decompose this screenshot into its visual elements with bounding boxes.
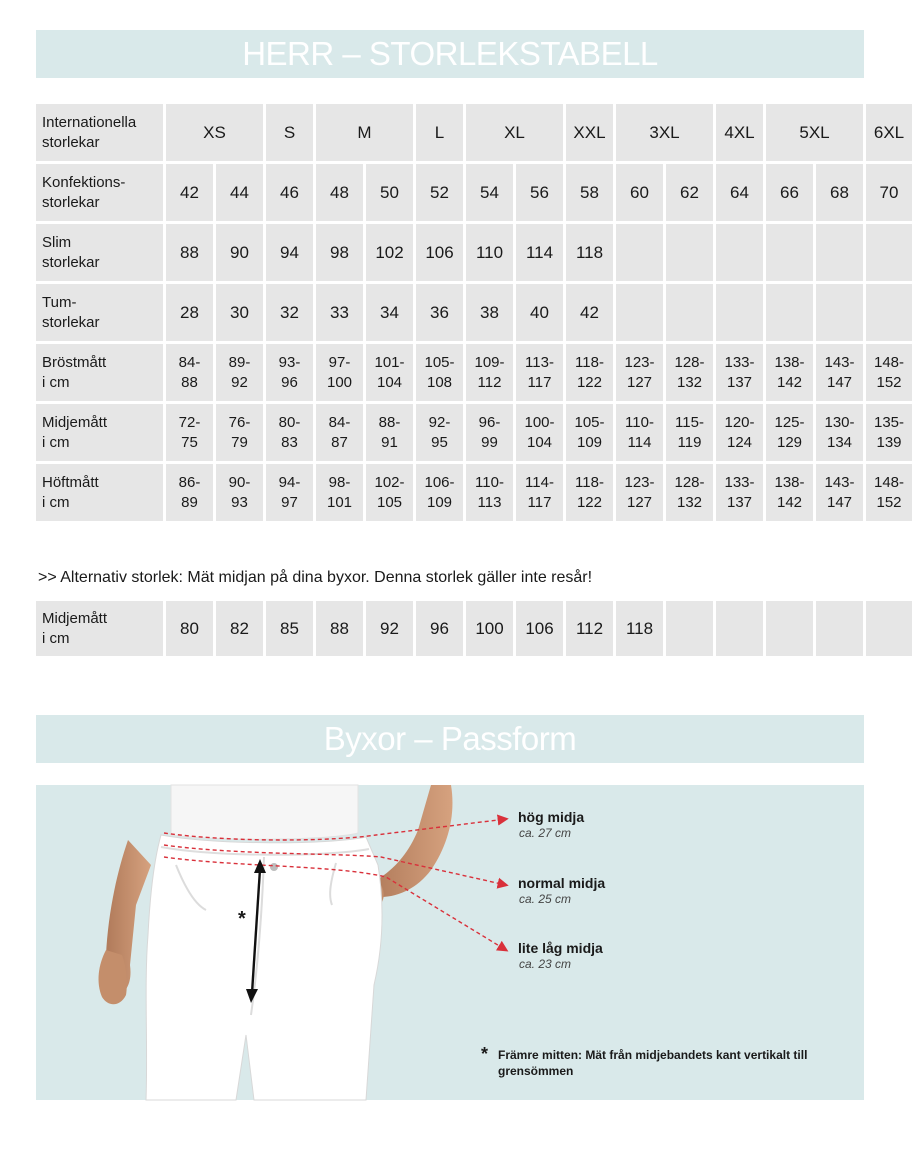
front-rise-note-text: Främre mitten: Mät från midjebandets kant vertikalt till grensömmen xyxy=(498,1048,808,1078)
size-cell xyxy=(716,224,763,281)
waist-cell xyxy=(866,601,912,656)
size-cell: 72- 75 xyxy=(166,404,213,461)
size-cell: 90 xyxy=(216,224,263,281)
row-label: Midjemått i cm xyxy=(36,404,163,461)
waist-cell: 82 xyxy=(216,601,263,656)
size-cell: 93- 96 xyxy=(266,344,313,401)
left-hand xyxy=(99,950,127,1004)
size-cell: 114 xyxy=(516,224,563,281)
row-label: Tum- storlekar xyxy=(36,284,163,341)
normal-waist-measure: ca. 25 cm xyxy=(519,892,572,906)
intl-size-cell: XS xyxy=(166,104,263,161)
size-cell: 120- 124 xyxy=(716,404,763,461)
button xyxy=(270,863,278,871)
waist-cell: 88 xyxy=(316,601,363,656)
size-cell xyxy=(616,284,663,341)
size-cell: 110 xyxy=(466,224,513,281)
fit-illustration-panel xyxy=(36,785,864,1100)
high-waist-title: hög midja xyxy=(518,809,585,825)
size-cell: 96- 99 xyxy=(466,404,513,461)
size-cell xyxy=(816,284,863,341)
size-cell: 135- 139 xyxy=(866,404,912,461)
waist-cell: 80 xyxy=(166,601,213,656)
size-cell: 105- 108 xyxy=(416,344,463,401)
size-cell: 110- 114 xyxy=(616,404,663,461)
size-cell: 84- 87 xyxy=(316,404,363,461)
size-cell: 50 xyxy=(366,164,413,221)
size-cell: 70 xyxy=(866,164,912,221)
row-label: Slim storlekar xyxy=(36,224,163,281)
size-cell: 133- 137 xyxy=(716,344,763,401)
size-cell: 60 xyxy=(616,164,663,221)
size-cell: 56 xyxy=(516,164,563,221)
size-cell: 80- 83 xyxy=(266,404,313,461)
size-cell: 48 xyxy=(316,164,363,221)
waist-cell: 85 xyxy=(266,601,313,656)
size-cell xyxy=(616,224,663,281)
row-label: Höftmått i cm xyxy=(36,464,163,521)
intl-size-cell: 6XL xyxy=(866,104,912,161)
size-cell xyxy=(666,224,713,281)
size-cell: 68 xyxy=(816,164,863,221)
right-arm xyxy=(371,785,452,897)
size-cell: 88 xyxy=(166,224,213,281)
waist-cell: 106 xyxy=(516,601,563,656)
size-cell: 62 xyxy=(666,164,713,221)
size-cell: 133- 137 xyxy=(716,464,763,521)
row-label: Konfektions- storlekar xyxy=(36,164,163,221)
size-cell: 58 xyxy=(566,164,613,221)
size-cell: 105- 109 xyxy=(566,404,613,461)
size-cell: 143- 147 xyxy=(816,464,863,521)
waist-cell: 112 xyxy=(566,601,613,656)
size-cell: 118- 122 xyxy=(566,464,613,521)
size-cell: 42 xyxy=(566,284,613,341)
normal-waist-title: normal midja xyxy=(518,875,606,891)
size-cell: 90- 93 xyxy=(216,464,263,521)
size-cell: 109- 112 xyxy=(466,344,513,401)
size-cell: 30 xyxy=(216,284,263,341)
size-cell: 86- 89 xyxy=(166,464,213,521)
size-cell: 76- 79 xyxy=(216,404,263,461)
size-cell: 101- 104 xyxy=(366,344,413,401)
size-cell: 106- 109 xyxy=(416,464,463,521)
high-waist-label xyxy=(518,809,584,841)
waist-cell xyxy=(716,601,763,656)
size-cell: 32 xyxy=(266,284,313,341)
size-cell xyxy=(866,284,912,341)
size-cell: 84- 88 xyxy=(166,344,213,401)
size-cell: 92- 95 xyxy=(416,404,463,461)
size-cell: 115- 119 xyxy=(666,404,713,461)
intl-size-cell: L xyxy=(416,104,463,161)
size-cell: 114- 117 xyxy=(516,464,563,521)
row-label: Bröstmått i cm xyxy=(36,344,163,401)
size-table-title: HERR – STORLEKSTABELL xyxy=(36,30,864,78)
size-cell: 138- 142 xyxy=(766,464,813,521)
size-cell: 46 xyxy=(266,164,313,221)
size-cell xyxy=(766,284,813,341)
size-cell: 143- 147 xyxy=(816,344,863,401)
size-cell xyxy=(666,284,713,341)
size-cell: 54 xyxy=(466,164,513,221)
size-cell: 110- 113 xyxy=(466,464,513,521)
waist-cell: 92 xyxy=(366,601,413,656)
size-cell xyxy=(766,224,813,281)
size-cell: 118 xyxy=(566,224,613,281)
size-cell xyxy=(716,284,763,341)
size-cell: 130- 134 xyxy=(816,404,863,461)
size-cell: 44 xyxy=(216,164,263,221)
intl-size-cell: M xyxy=(316,104,413,161)
waist-cell xyxy=(766,601,813,656)
waist-cell: 118 xyxy=(616,601,663,656)
alternative-size-note: >> Alternativ storlek: Mät midjan på dina byxor. Denna storlek gäller inte resår! xyxy=(38,569,593,586)
low-waist-title: lite låg midja xyxy=(518,940,603,956)
size-cell: 98 xyxy=(316,224,363,281)
size-cell: 113- 117 xyxy=(516,344,563,401)
size-cell: 34 xyxy=(366,284,413,341)
size-cell: 38 xyxy=(466,284,513,341)
size-cell: 148- 152 xyxy=(866,464,912,521)
size-cell: 33 xyxy=(316,284,363,341)
intl-size-cell: XXL xyxy=(566,104,613,161)
front-rise-marker: * xyxy=(238,908,246,930)
row-label: Midjemått i cm xyxy=(36,601,163,656)
low-waist-label xyxy=(518,940,603,972)
high-waist-measure: ca. 27 cm xyxy=(519,826,572,840)
intl-size-cell: S xyxy=(266,104,313,161)
size-cell: 102- 105 xyxy=(366,464,413,521)
size-cell: 97- 100 xyxy=(316,344,363,401)
size-cell: 98- 101 xyxy=(316,464,363,521)
size-cell: 118- 122 xyxy=(566,344,613,401)
waist-cell: 96 xyxy=(416,601,463,656)
size-cell: 88- 91 xyxy=(366,404,413,461)
size-cell: 123- 127 xyxy=(616,464,663,521)
size-cell: 138- 142 xyxy=(766,344,813,401)
fit-section-title: Byxor – Passform xyxy=(36,715,864,763)
front-rise-note xyxy=(481,1044,811,1079)
note-star-icon: * xyxy=(481,1044,489,1064)
waist-cell xyxy=(666,601,713,656)
size-cell: 28 xyxy=(166,284,213,341)
size-cell: 40 xyxy=(516,284,563,341)
size-cell: 128- 132 xyxy=(666,344,713,401)
size-cell xyxy=(866,224,912,281)
size-cell: 100- 104 xyxy=(516,404,563,461)
size-cell: 64 xyxy=(716,164,763,221)
size-cell: 42 xyxy=(166,164,213,221)
size-cell: 102 xyxy=(366,224,413,281)
size-cell: 125- 129 xyxy=(766,404,813,461)
size-cell: 106 xyxy=(416,224,463,281)
waist-cell xyxy=(816,601,863,656)
waist-cell: 100 xyxy=(466,601,513,656)
size-cell: 94 xyxy=(266,224,313,281)
intl-size-cell: 4XL xyxy=(716,104,763,161)
size-cell: 123- 127 xyxy=(616,344,663,401)
size-cell: 66 xyxy=(766,164,813,221)
size-cell: 94- 97 xyxy=(266,464,313,521)
intl-size-cell: 5XL xyxy=(766,104,863,161)
size-cell: 128- 132 xyxy=(666,464,713,521)
size-cell: 52 xyxy=(416,164,463,221)
size-cell: 89- 92 xyxy=(216,344,263,401)
normal-waist-label xyxy=(518,875,605,907)
size-cell: 36 xyxy=(416,284,463,341)
size-cell xyxy=(816,224,863,281)
intl-size-cell: 3XL xyxy=(616,104,713,161)
low-waist-measure: ca. 23 cm xyxy=(519,957,572,971)
shirt xyxy=(171,785,358,839)
row-label: Internationella storlekar xyxy=(36,104,163,161)
size-cell: 148- 152 xyxy=(866,344,912,401)
intl-size-cell: XL xyxy=(466,104,563,161)
